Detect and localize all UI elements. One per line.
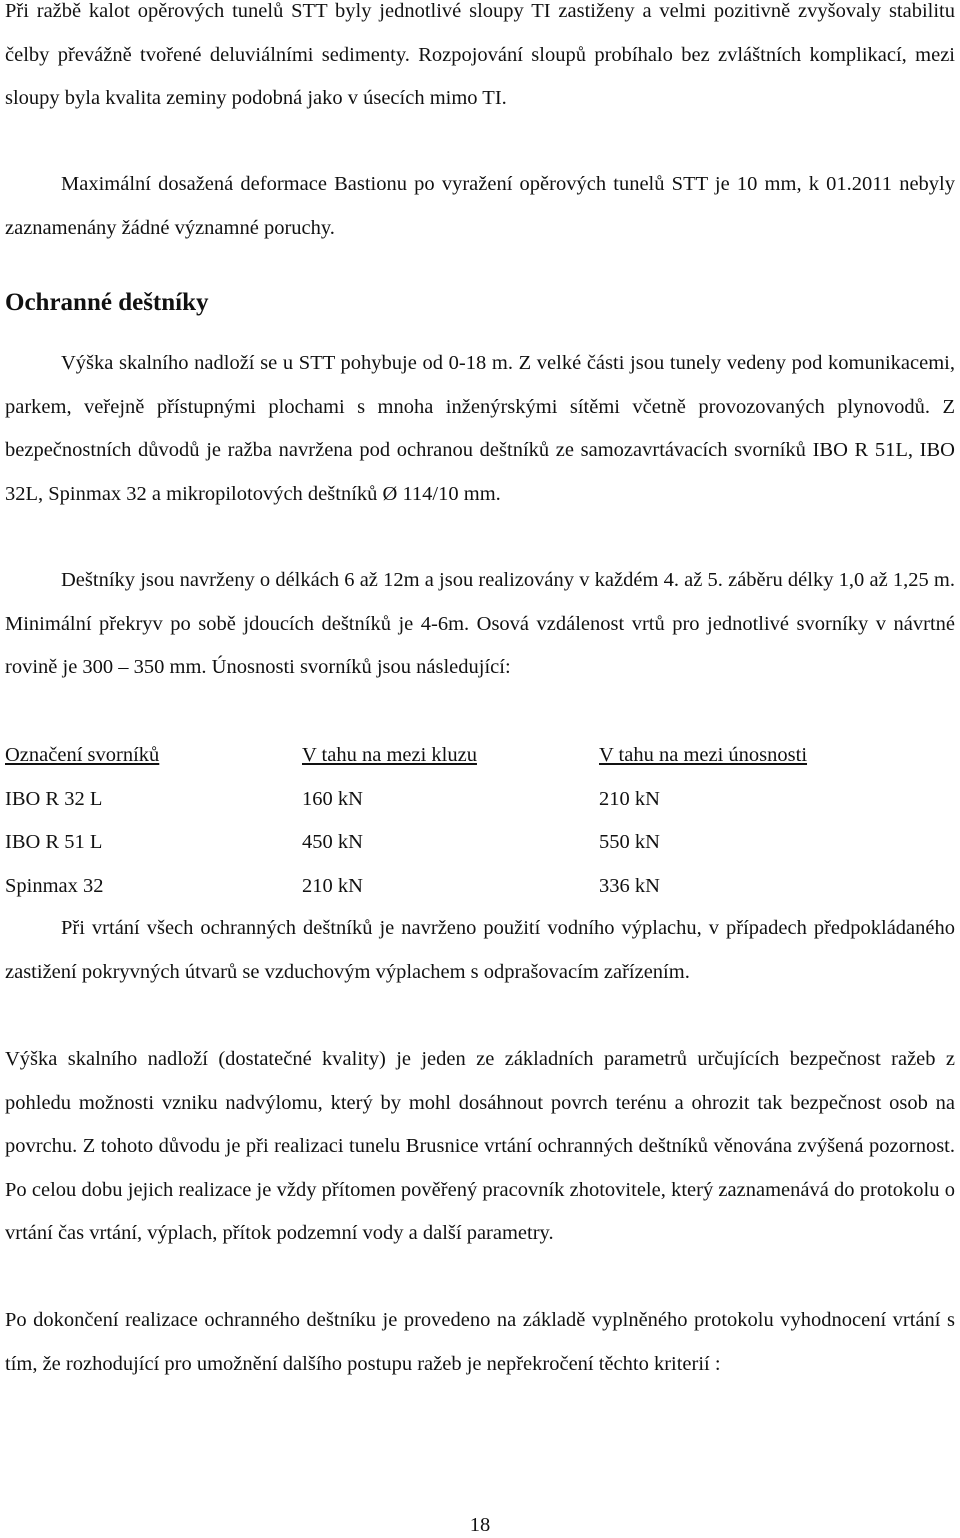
table-header-cell: V tahu na mezi kluzu <box>302 744 477 766</box>
table-header-cell: V tahu na mezi únosnosti <box>599 744 808 766</box>
table-row <box>5 821 865 865</box>
paragraph-vyhodnoceni-vrtani: Po dokončení realizace ochranného deštníku je provedeno na základě vyplněného protokolu vyhodnocení vrtání s tím, že rozhodující pro umožnění dalšího postupu ražeb je nepřekročení těchto kriterií : <box>5 1309 955 1375</box>
table-header-row <box>5 734 865 778</box>
table-cell: Spinmax 32 <box>5 874 104 897</box>
paragraph-bezpecnost-razeb: Výška skalního nadloží (dostatečné kvality) je jeden ze základních parametrů určujících bezpečnost ražeb z pohledu možnosti vzniku nadvýlomu, který by mohl dosáhnout povrch terénu a ohrozit tak bezpečnost osob na povrchu. Z tohoto důvodu je při realizaci tunelu Brusnice vrtání ochranných deštníků věnována zvýšená pozornost. Po celou dobu jejich realizace je vždy přítomen pověřený pracovník zhotovitele, který zaznamenává do protokolu o vrtání čas vrtání, výplach, přítok podzemní vody a další parametry. <box>5 1048 955 1244</box>
paragraph-vyska-nadlozi: Výška skalního nadloží se u STT pohybuje od 0-18 m. Z velké části jsou tunely vedeny pod komunikacemi, parkem, veřejně přístupnými plochami s mnoha inženýrskými sítěmi včetně provozovaných plynovodů. Z bezpečnostních důvodů je ražba navržena pod ochranou deštníků ze samozavrtávacích svorníků IBO R 51L, IBO 32L, Spinmax 32 a mikropilotových deštníků Ø 114/10 mm. <box>5 352 955 505</box>
table-cell: IBO R 51 L <box>5 831 103 853</box>
paragraph-vodni-vyplach: Při vrtání všech ochranných deštníků je navrženo použití vodního výplachu, v případech předpokládaného zastižení pokryvných útvarů se vzduchovým výplachem s odprašovacím zařízením. <box>5 917 955 983</box>
table-cell: 210 kN <box>302 874 363 897</box>
paragraph-deformace-bastionu: Maximální dosažená deformace Bastionu po vyražení opěrových tunelů STT je 10 mm, k 01.2011 nebyly zaznamenány žádné významné poruchy. <box>5 173 955 239</box>
paragraph-destniky-delky: Deštníky jsou navrženy o délkách 6 až 12m a jsou realizovány v každém 4. až 5. záběru délky 1,0 až 1,25 m. Minimální překryv po sobě jdoucích deštníků je 4-6m. Osová vzdálenost vrtů pro jednotlivé svorníky v návrtné rovině je 300 – 350 mm. Únosnosti svorníků jsou následující: <box>5 569 955 678</box>
table-header-cell: Označení svorníků <box>5 744 160 766</box>
section-heading: Ochranné deštníky <box>5 289 209 316</box>
table-cell: 450 kN <box>302 831 363 853</box>
table-cell: IBO R 32 L <box>5 787 103 810</box>
table-cell: 550 kN <box>599 831 660 853</box>
table-row <box>5 865 865 909</box>
paragraph-kalot-sloupy: Při ražbě kalot opěrových tunelů STT byly jednotlivé sloupy TI zastiženy a velmi pozitivně zvyšovaly stabilitu čelby převážně tvořené deluviálními sedimenty. Rozpojování sloupů probíhalo bez zvláštních komplikací, mezi sloupy byla kvalita zeminy podobná jako v úsecích mimo TI. <box>5 0 955 109</box>
bolt-capacity-table <box>5 734 865 908</box>
table-cell: 210 kN <box>599 787 660 810</box>
table-cell: 160 kN <box>302 787 363 810</box>
table-row <box>5 778 865 822</box>
page-number: 18 <box>469 1514 491 1536</box>
table-cell: 336 kN <box>599 874 660 897</box>
